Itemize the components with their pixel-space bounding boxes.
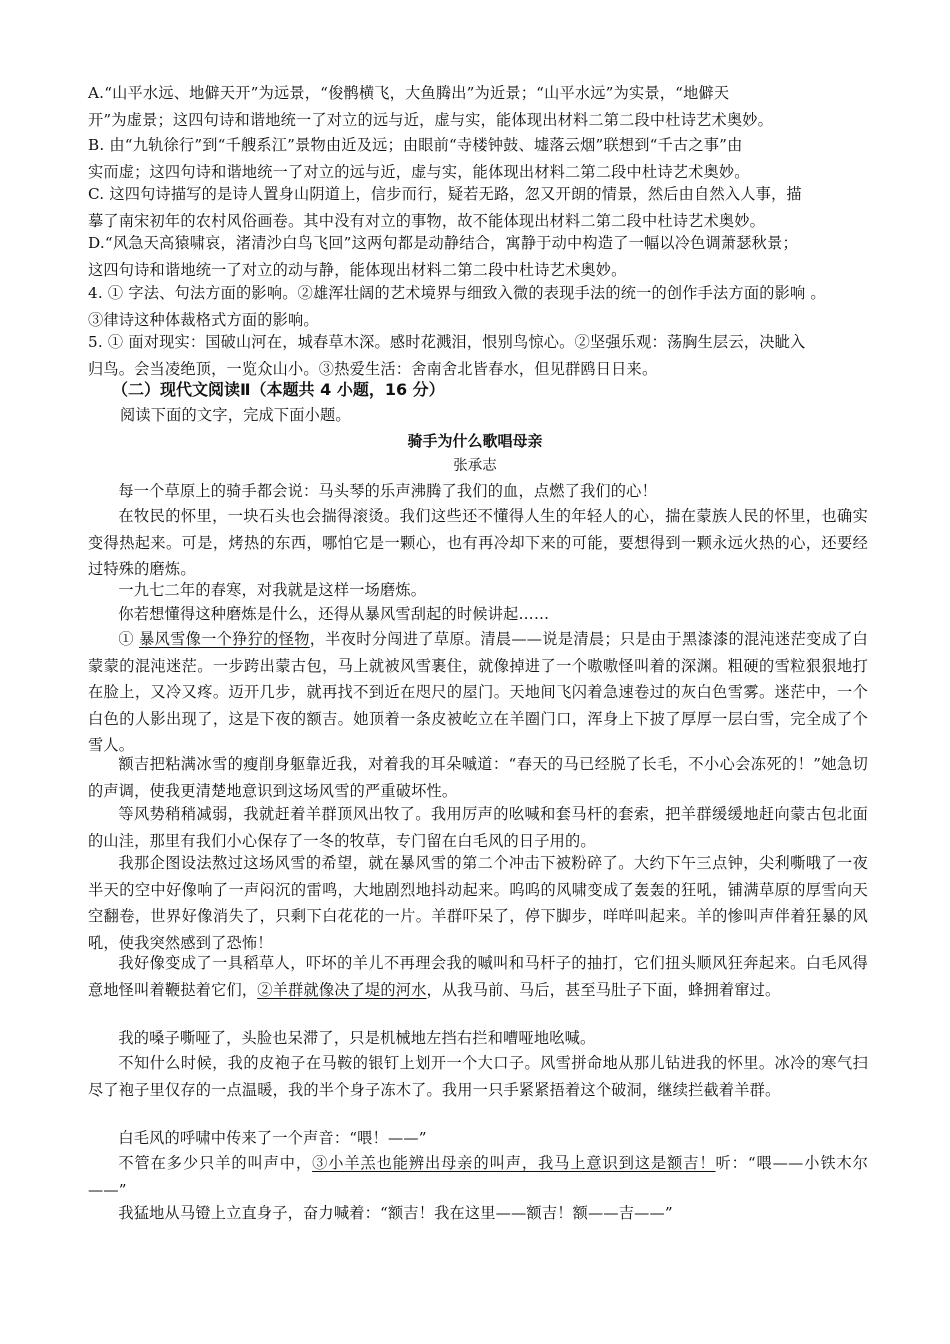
paragraph-11: 不知什么时候，我的皮袍子在马鞍的银钉上划开一个大口子。风雪拼命地从那儿钻进我的怀里。冰冷的寒气扫尽了袍子里仅存的一点温暖，我的半个身子冻木了。我用一只手紧紧捂着这个破洞，继续拦截着羊群。 bbox=[88, 1054, 868, 1099]
article-title: 骑手为什么歌唱母亲 bbox=[407, 432, 543, 450]
section-instruction: 阅读下面的文字，完成下面小题。 bbox=[120, 406, 351, 424]
paragraph-1: 每一个草原上的骑手都会说：马头琴的乐声沸腾了我们的血，点燃了我们的心！ bbox=[118, 482, 657, 500]
paragraph-2: 在牧民的怀里，一块石头也会揣得滚烫。我们这些还不懂得人生的年轻人的心，揣在蒙族人民的怀里，也确实变得热起来。可是，烤热的东西，哪怕它是一颗心，也有再冷却下来的可能，要想得到一颗永远火热的心，还要经过特殊的磨炼。 bbox=[88, 507, 868, 579]
option-b: B. 由“九轨徐行”到“千艘系江”景物由近及远；由眼前“寺楼钟鼓、墟落云烟”联想到“千古之事”由 实而虚；这四句诗和谐地统一了对立的远与近，虚与实，能体现出材料二第二段中杜诗艺术奥妙。 bbox=[88, 136, 750, 181]
paragraph-5: ① 暴风雪像一个狰狞的怪物，半夜时分闯进了草原。清晨——说是清晨；只是由于黑漆漆的混沌迷茫变成了白蒙蒙的混沌迷茫。一步跨出蒙古包，马上就被风雪裹住，就像掉进了一个嗷嗷怪叫着的深渊。粗硬的雪粒狠狠地打在脸上，又冷又疼。迈开几步，就再找不到近在咫尺的屋门。天地间飞闪着急速卷过的灰白色雪雾。迷茫中，一个白色的人影出现了，这是下夜的额吉。她顶着一条皮被屹立在羊圈门口，浑身上下披了厚厚一层白雪，完全成了个雪人。 bbox=[88, 630, 869, 755]
option-c: C. 这四句诗描写的是诗人置身山阴道上，信步而行，疑若无路，忽又开朗的情景，然后由自然入人事，描 摹了南宋初年的农村风俗画卷。其中没有对立的事物，故不能体现出材料二第二段中杜诗艺术奥妙。 bbox=[88, 185, 802, 230]
paragraph-10: 我的嗓子嘶哑了，头脸也呆滞了，只是机械地左挡右拦和嘈哑地吆喊。 bbox=[118, 1029, 596, 1047]
underlined-phrase-2: ②羊群就像决了堤的河水 bbox=[257, 980, 427, 999]
section-heading: （二）现代文阅读Ⅱ（本题共 4 小题，16 分） bbox=[112, 380, 445, 399]
article-author: 张承志 bbox=[453, 458, 497, 474]
underlined-phrase-3: ③小羊羔也能辨出母亲的叫声，我马上意识到这是额吉！ bbox=[312, 1154, 716, 1172]
paragraph-4: 你若想懂得这种磨炼是什么，还得从暴风雪刮起的时候讲起…… bbox=[118, 605, 550, 623]
paragraph-3: 一九七二年的春寒，对我就是这样一场磨炼。 bbox=[118, 581, 427, 599]
paragraph-7: 等风势稍稍减弱，我就赶着羊群顶风出牧了。我用厉声的吆喊和套马杆的套索，把羊群缓缓地赶向蒙古包北面的山洼，那里有我们小心保存了一冬的牧草，专门留在白毛风的日子用的。 bbox=[88, 805, 868, 850]
answer-4: 4. ① 字法、句法方面的影响。②雄浑壮阔的艺术境界与细致入微的表现手法的统一的创作手法方面的影响 。 ③律诗这种体裁格式方面的影响。 bbox=[88, 284, 826, 329]
underlined-phrase-1: 暴风雪像一个狰狞的怪物 bbox=[139, 630, 310, 648]
option-a: A.“山平水远、地僻天开”为远景，“俊鹘横飞，大鱼腾出”为近景；“山平水远”为实景，“地僻天 开”为虚景；这四句诗和谐地统一了对立的远与近，虚与实，能体现出材料二第二段中杜诗艺术奥妙。 bbox=[88, 84, 774, 129]
paragraph-13: 不管在多少只羊的叫声中，③小羊羔也能辨出母亲的叫声，我马上意识到这是额吉！听：“喂——小铁木尔——” bbox=[88, 1154, 869, 1199]
paragraph-12: 白毛风的呼啸中传来了一个声音：“喂！——” bbox=[118, 1129, 427, 1147]
paragraph-9: 我好像变成了一具稻草人，吓坏的羊儿不再理会我的嘁叫和马杆子的抽打，它们扭头顺风狂奔起来。白毛风得意地怪叫着鞭挞着它们，②羊群就像决了堤的河水，从我马前、马后，甚至马肚子下面，蜂拥着窜过。 bbox=[88, 954, 868, 999]
paragraph-14: 我猛地从马镫上立直身子，奋力喊着：“额吉！我在这里——额吉！额——吉——” bbox=[118, 1204, 673, 1222]
answer-5: 5. ① 面对现实：国破山河在，城春草木深。感时花溅泪，恨别鸟惊心。②坚强乐观：荡胸生层云，决眦入 归鸟。会当凌绝顶，一览众山小。③热爱生活：舍南舍北皆春水，但见群鸥日日来。 bbox=[88, 333, 806, 378]
option-d: D.“风急天高猿啸哀，渚清沙白鸟飞回”这两句都是动静结合，寓静于动中构造了一幅以冷色调萧瑟秋景； 这四句诗和谐地统一了对立的动与静，能体现出材料二第二段中杜诗艺术奥妙。 bbox=[88, 234, 798, 279]
paragraph-8: 我那企图设法熬过这场风雪的希望，就在暴风雪的第二个冲击下被粉碎了。大约下午三点钟，尖利嘶哦了一夜半天的空中好像响了一声闷沉的雷鸣，大地剧烈地抖动起来。呜呜的风啸变成了轰轰的狂吼，铺满草原的厚雪向天空翻卷，世界好像消失了，只剩下白花花的一片。羊群吓呆了，停下脚步，咩咩叫起来。羊的惨叫声伴着狂暴的风吼，使我突然感到了恐怖！ bbox=[88, 854, 868, 952]
marker-1: ① bbox=[118, 630, 140, 648]
paragraph-6: 额吉把粘满冰雪的瘦削身躯靠近我，对着我的耳朵嘁道：“春天的马已经脱了长毛，不小心会冻死的！”她急切的声调，使我更清楚地意识到这场风雪的严重破坏性。 bbox=[88, 755, 868, 800]
